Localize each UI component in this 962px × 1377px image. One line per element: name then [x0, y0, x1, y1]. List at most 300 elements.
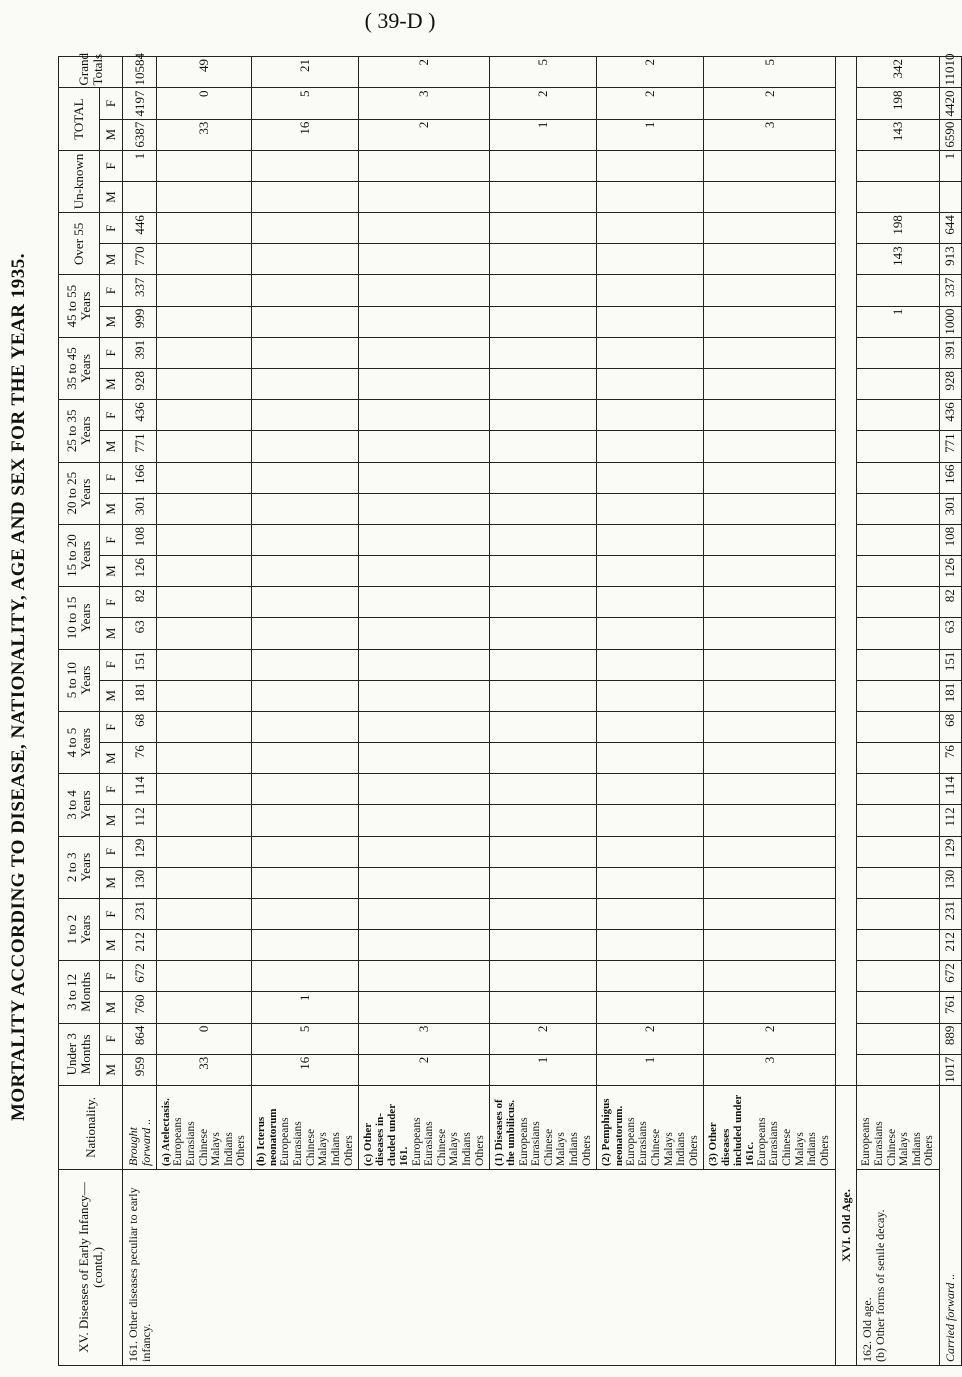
value-cell: 143 — [857, 119, 940, 150]
age-header: 25 to 35 Years — [59, 400, 100, 462]
value-cell — [359, 431, 490, 462]
value-cell — [252, 743, 359, 774]
male-header: M — [100, 431, 123, 462]
value-cell: 1 — [490, 119, 597, 150]
female-header: F — [100, 836, 123, 867]
value-cell — [857, 493, 940, 524]
value-cell — [704, 306, 835, 337]
value-cell — [597, 524, 704, 555]
value-cell — [157, 556, 252, 587]
value-cell — [157, 618, 252, 649]
value-cell — [704, 836, 835, 867]
value-cell — [359, 337, 490, 368]
value-cell — [157, 431, 252, 462]
male-header: M — [100, 930, 123, 961]
grand-total-cell: 5 — [490, 57, 597, 88]
row-161c — [359, 57, 490, 1366]
value-cell — [857, 1054, 940, 1085]
value-cell: 108 — [123, 524, 157, 555]
row-161c2 — [597, 57, 704, 1366]
value-cell: 337 — [940, 275, 962, 306]
value-cell — [252, 587, 359, 618]
value-cell: 301 — [123, 493, 157, 524]
female-header: F — [100, 898, 123, 929]
page-number: ( 39-D ) — [364, 8, 436, 33]
value-cell — [359, 244, 490, 275]
value-cell: 16 — [252, 1054, 359, 1085]
value-cell: 114 — [940, 774, 962, 805]
female-header: F — [100, 462, 123, 493]
disease-161-label: 161. Other diseases peculiar to early infancy. — [123, 1169, 836, 1365]
value-cell: 3 — [359, 88, 490, 119]
value-cell — [490, 898, 597, 929]
value-cell — [252, 711, 359, 742]
value-cell — [597, 930, 704, 961]
value-cell — [490, 587, 597, 618]
value-cell: 3 — [359, 1023, 490, 1054]
value-cell — [252, 836, 359, 867]
value-cell — [157, 493, 252, 524]
value-cell — [857, 462, 940, 493]
value-cell — [490, 181, 597, 212]
value-cell: 63 — [123, 618, 157, 649]
value-cell: 1 — [252, 992, 359, 1023]
value-cell — [157, 587, 252, 618]
value-cell — [157, 181, 252, 212]
female-header: F — [100, 524, 123, 555]
male-header: M — [100, 680, 123, 711]
value-cell — [704, 275, 835, 306]
value-cell — [157, 524, 252, 555]
male-header: M — [100, 119, 123, 150]
value-cell — [252, 930, 359, 961]
carried-forward-label: Carried forward .. — [940, 1085, 962, 1365]
value-cell — [857, 961, 940, 992]
value-cell — [857, 930, 940, 961]
value-cell — [359, 743, 490, 774]
value-cell — [359, 400, 490, 431]
male-header: M — [100, 556, 123, 587]
subdisease-label: (2) Pemphigus neonatorum. — [600, 1098, 625, 1166]
age-header: 10 to 15 Years — [59, 587, 100, 649]
grand-total-cell: 5 — [704, 57, 835, 88]
row-161b — [252, 57, 359, 1366]
value-cell — [157, 275, 252, 306]
value-cell: 436 — [123, 400, 157, 431]
nationality-list: (1) Diseases of the umbilicus. Europeans Eurasians Chinese Malays Indians Others — [490, 1085, 597, 1169]
value-cell — [359, 805, 490, 836]
female-header: F — [100, 400, 123, 431]
female-header: F — [100, 213, 123, 244]
value-cell: 6387 — [123, 119, 157, 150]
value-cell: 181 — [123, 680, 157, 711]
age-header: 4 to 5 Years — [59, 711, 100, 773]
value-cell: 446 — [123, 213, 157, 244]
age-header: 3 to 4 Years — [59, 774, 100, 836]
value-cell — [857, 898, 940, 929]
value-cell — [857, 1023, 940, 1054]
section-xvi-row — [835, 57, 857, 1366]
value-cell — [597, 618, 704, 649]
value-cell — [704, 524, 835, 555]
disease-162-number: 162. Old age. — [860, 1297, 875, 1362]
value-cell: 889 — [940, 1023, 962, 1054]
value-cell: 198 — [857, 213, 940, 244]
value-cell: 2 — [597, 1023, 704, 1054]
value-cell — [490, 337, 597, 368]
value-cell: 3 — [704, 119, 835, 150]
value-cell — [490, 369, 597, 400]
value-cell: 151 — [123, 649, 157, 680]
value-cell: 166 — [940, 462, 962, 493]
value-cell: 4420 — [940, 88, 962, 119]
female-header: F — [100, 1023, 123, 1054]
female-header: F — [100, 337, 123, 368]
value-cell — [252, 181, 359, 212]
value-cell: 2 — [704, 88, 835, 119]
value-cell: 928 — [123, 369, 157, 400]
value-cell — [359, 867, 490, 898]
value-cell — [359, 930, 490, 961]
nationality-list: (c) Other diseases in-cluded under 161. Europeans Eurasians Chinese Malays Indians Others — [359, 1085, 490, 1169]
value-cell — [359, 556, 490, 587]
value-cell: 129 — [940, 836, 962, 867]
age-header: Over 55 — [59, 213, 100, 275]
value-cell — [857, 431, 940, 462]
female-header: F — [100, 587, 123, 618]
value-cell — [490, 680, 597, 711]
value-cell — [704, 244, 835, 275]
value-cell — [252, 867, 359, 898]
age-header: 20 to 25 Years — [59, 462, 100, 524]
value-cell — [157, 244, 252, 275]
value-cell — [597, 213, 704, 244]
value-cell — [704, 369, 835, 400]
value-cell: 82 — [123, 587, 157, 618]
value-cell: 1 — [123, 150, 157, 181]
grand-total-cell: 11010 — [940, 57, 962, 88]
value-cell — [597, 898, 704, 929]
value-cell — [490, 213, 597, 244]
value-cell — [597, 369, 704, 400]
value-cell — [123, 181, 157, 212]
value-cell — [359, 213, 490, 244]
value-cell — [857, 587, 940, 618]
age-header: Un-known — [59, 150, 100, 212]
male-header: M — [100, 244, 123, 275]
nationality-list: (3) Other diseases included under 161c. Europeans Eurasians Chinese Malays Indians Others — [704, 1085, 835, 1169]
value-cell — [252, 244, 359, 275]
grand-total-cell: 2 — [597, 57, 704, 88]
value-cell — [704, 431, 835, 462]
value-cell: 6590 — [940, 119, 962, 150]
value-cell: 2 — [359, 119, 490, 150]
value-cell — [857, 275, 940, 306]
value-cell: 143 — [857, 244, 940, 275]
value-cell — [597, 462, 704, 493]
disease-162-sub: (b) Other forms of senile decay. — [872, 1209, 887, 1362]
value-cell — [490, 774, 597, 805]
value-cell — [359, 493, 490, 524]
value-cell: 198 — [857, 88, 940, 119]
value-cell — [857, 556, 940, 587]
male-header: M — [100, 743, 123, 774]
value-cell: 913 — [940, 244, 962, 275]
value-cell — [490, 462, 597, 493]
subdisease-label: (3) Other diseases included under 161c. — [707, 1094, 756, 1166]
value-cell: 130 — [123, 867, 157, 898]
value-cell — [490, 836, 597, 867]
value-cell: 864 — [123, 1023, 157, 1054]
value-cell — [359, 649, 490, 680]
value-cell — [252, 275, 359, 306]
value-cell — [857, 181, 940, 212]
value-cell: 1 — [857, 306, 940, 337]
value-cell: 0 — [157, 88, 252, 119]
value-cell: 999 — [123, 306, 157, 337]
value-cell — [252, 213, 359, 244]
value-cell: 1000 — [940, 306, 962, 337]
value-cell: 151 — [940, 649, 962, 680]
value-cell — [490, 150, 597, 181]
age-header: 45 to 55 Years — [59, 275, 100, 337]
value-cell — [704, 930, 835, 961]
value-cell — [597, 743, 704, 774]
value-cell: 5 — [252, 1023, 359, 1054]
value-cell: 3 — [704, 1054, 835, 1085]
value-cell — [857, 992, 940, 1023]
value-cell — [597, 836, 704, 867]
value-cell: 301 — [940, 493, 962, 524]
value-cell — [359, 618, 490, 649]
value-cell — [490, 711, 597, 742]
value-cell — [857, 711, 940, 742]
value-cell — [157, 306, 252, 337]
value-cell — [157, 400, 252, 431]
value-cell — [359, 462, 490, 493]
value-cell — [359, 369, 490, 400]
value-cell — [704, 618, 835, 649]
value-cell — [704, 587, 835, 618]
value-cell — [359, 836, 490, 867]
value-cell — [704, 649, 835, 680]
value-cell — [597, 275, 704, 306]
row-161c1 — [490, 57, 597, 1366]
value-cell — [157, 961, 252, 992]
value-cell: 1 — [940, 150, 962, 181]
value-cell: 959 — [123, 1054, 157, 1085]
value-cell — [490, 743, 597, 774]
brought-forward-row — [123, 57, 157, 1366]
value-cell — [490, 992, 597, 1023]
brought-forward-label: Brought forward .. — [123, 1085, 157, 1169]
value-cell — [359, 275, 490, 306]
value-cell — [252, 306, 359, 337]
value-cell: 4197 — [123, 88, 157, 119]
value-cell: 166 — [123, 462, 157, 493]
subdisease-label: (b) Icterus neonatorum — [255, 1108, 280, 1166]
value-cell — [704, 337, 835, 368]
female-header: F — [100, 88, 123, 119]
value-cell — [490, 649, 597, 680]
mortality-table — [58, 52, 962, 1366]
total-header: TOTAL — [59, 88, 100, 150]
value-cell: 126 — [123, 556, 157, 587]
value-cell — [597, 306, 704, 337]
value-cell — [704, 680, 835, 711]
value-cell — [857, 743, 940, 774]
value-cell: 672 — [123, 961, 157, 992]
value-cell: 112 — [123, 805, 157, 836]
value-cell: 760 — [123, 992, 157, 1023]
value-cell — [490, 306, 597, 337]
value-cell: 771 — [940, 431, 962, 462]
value-cell — [490, 618, 597, 649]
value-cell: 391 — [123, 337, 157, 368]
value-cell — [490, 556, 597, 587]
value-cell — [704, 898, 835, 929]
value-cell: 33 — [157, 119, 252, 150]
age-header: 35 to 45 Years — [59, 337, 100, 399]
value-cell — [252, 774, 359, 805]
value-cell — [359, 587, 490, 618]
value-cell — [252, 805, 359, 836]
value-cell: 181 — [940, 680, 962, 711]
value-cell — [490, 431, 597, 462]
value-cell — [857, 150, 940, 181]
value-cell — [252, 680, 359, 711]
row-161a — [157, 57, 252, 1366]
value-cell — [597, 181, 704, 212]
value-cell — [359, 774, 490, 805]
value-cell — [157, 743, 252, 774]
value-cell — [252, 493, 359, 524]
value-cell — [597, 337, 704, 368]
nationality-list: (2) Pemphigus neonatorum. Europeans Eurasians Chinese Malays Indians Others — [597, 1085, 704, 1169]
value-cell: 1 — [597, 1054, 704, 1085]
value-cell — [597, 805, 704, 836]
value-cell — [252, 649, 359, 680]
header-row-ages — [59, 57, 100, 1366]
subdisease-label: (1) Diseases of the umbilicus. — [493, 1099, 518, 1166]
value-cell: 1017 — [940, 1054, 962, 1085]
value-cell — [490, 275, 597, 306]
value-cell: 928 — [940, 369, 962, 400]
male-header: M — [100, 992, 123, 1023]
value-cell — [704, 462, 835, 493]
value-cell: 68 — [940, 711, 962, 742]
value-cell: 391 — [940, 337, 962, 368]
value-cell — [490, 930, 597, 961]
male-header: M — [100, 493, 123, 524]
nationality-list: Europeans Eurasians Chinese Malays Indians Others — [857, 1085, 940, 1169]
value-cell — [252, 150, 359, 181]
value-cell: 108 — [940, 524, 962, 555]
value-cell — [857, 400, 940, 431]
value-cell: 770 — [123, 244, 157, 275]
value-cell: 2 — [490, 88, 597, 119]
value-cell — [359, 524, 490, 555]
value-cell — [597, 244, 704, 275]
value-cell — [857, 774, 940, 805]
value-cell — [597, 400, 704, 431]
value-cell — [157, 774, 252, 805]
value-cell — [252, 462, 359, 493]
value-cell — [252, 431, 359, 462]
value-cell: 126 — [940, 556, 962, 587]
male-header: M — [100, 1054, 123, 1085]
age-header: Under 3 Months — [59, 1023, 100, 1085]
value-cell: 1 — [597, 119, 704, 150]
value-cell — [857, 618, 940, 649]
value-cell: 112 — [940, 805, 962, 836]
value-cell — [157, 930, 252, 961]
nationality-list: (a) Atelectasis. Europeans Eurasians Chinese Malays Indians Others — [157, 1085, 252, 1169]
value-cell: 5 — [252, 88, 359, 119]
carried-forward-row — [940, 57, 962, 1366]
value-cell: 212 — [123, 930, 157, 961]
value-cell — [252, 556, 359, 587]
value-cell: 337 — [123, 275, 157, 306]
value-cell: 231 — [940, 898, 962, 929]
value-cell — [597, 867, 704, 898]
value-cell — [252, 898, 359, 929]
value-cell — [157, 462, 252, 493]
value-cell: 771 — [123, 431, 157, 462]
value-cell: 2 — [597, 88, 704, 119]
value-cell — [157, 150, 252, 181]
value-cell: 231 — [123, 898, 157, 929]
age-header: 15 to 20 Years — [59, 524, 100, 586]
value-cell — [704, 743, 835, 774]
value-cell — [490, 867, 597, 898]
value-cell: 644 — [940, 213, 962, 244]
value-cell — [597, 992, 704, 1023]
nationality-header: Nationality. — [59, 1085, 123, 1169]
value-cell: 0 — [157, 1023, 252, 1054]
age-header: 1 to 2 Years — [59, 898, 100, 960]
value-cell: 33 — [157, 1054, 252, 1085]
value-cell — [857, 337, 940, 368]
value-cell — [704, 150, 835, 181]
value-cell — [157, 992, 252, 1023]
value-cell: 2 — [490, 1023, 597, 1054]
value-cell — [490, 400, 597, 431]
value-cell — [157, 711, 252, 742]
value-cell — [157, 898, 252, 929]
value-cell: 130 — [940, 867, 962, 898]
value-cell — [359, 306, 490, 337]
value-cell — [704, 805, 835, 836]
value-cell — [704, 774, 835, 805]
grand-total-cell: 2 — [359, 57, 490, 88]
value-cell — [597, 587, 704, 618]
value-cell — [704, 213, 835, 244]
value-cell — [704, 556, 835, 587]
side-title: MORTALITY ACCORDING TO DISEASE, NATIONALITY, AGE AND SEX FOR THE YEAR 1935. — [8, 252, 29, 1122]
value-cell: 761 — [940, 992, 962, 1023]
value-cell — [940, 181, 962, 212]
value-cell — [597, 493, 704, 524]
value-cell — [157, 213, 252, 244]
value-cell — [157, 805, 252, 836]
nationality-list: (b) Icterus neonatorum Europeans Eurasians Chinese Malays Indians Others — [252, 1085, 359, 1169]
age-header: 2 to 3 Years — [59, 836, 100, 898]
grand-total-cell: 342 — [857, 57, 940, 88]
value-cell — [252, 618, 359, 649]
subdisease-label: (c) Other diseases in-cluded under 161. — [362, 1104, 411, 1166]
value-cell — [704, 181, 835, 212]
